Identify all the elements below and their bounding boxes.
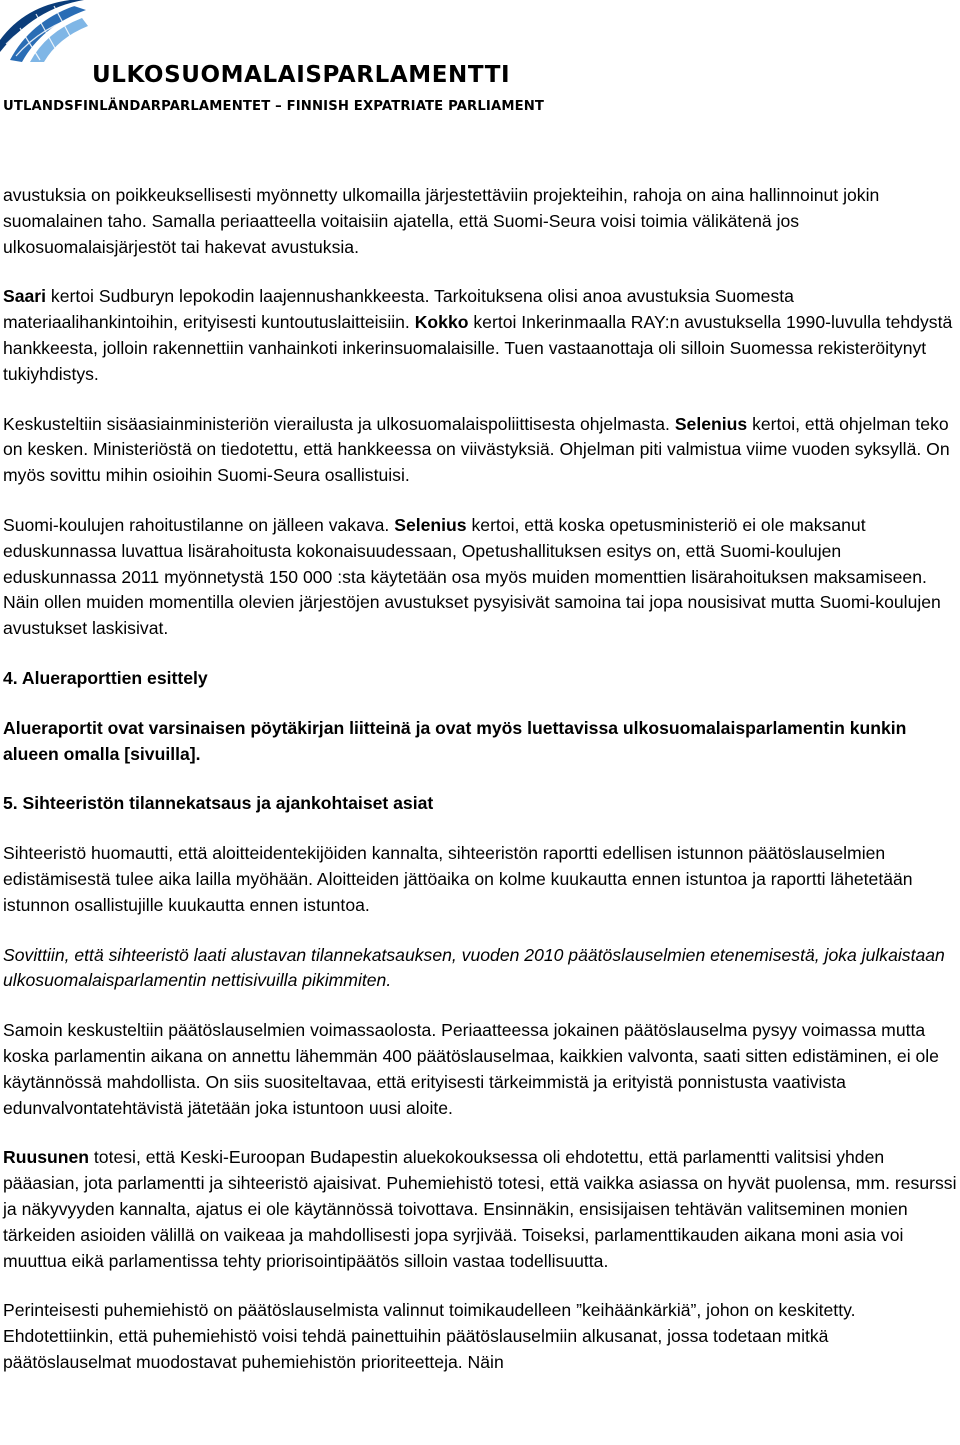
paragraph [3, 412, 958, 489]
paragraph [3, 284, 958, 387]
speaker-name: Selenius [394, 514, 467, 535]
parliament-logo [0, 0, 90, 62]
document-body [3, 183, 958, 1400]
text-run: Sovittiin, että sihteeristö laati alustavan tilannekatsauksen, vuoden 2010 päätöslauselmien etenemisestä, joka julkaistaan ulkosuomalaisparlamentin nettisivuilla pikimmiten. [3, 944, 945, 991]
text-run: Samoin keskusteltiin päätöslauselmien voimassaolosta. Periaatteessa jokainen päätöslauselma pysyy voimassa mutta koska parlamentin aikana on annettu lähemmän 400 päätöslauselmaa, kaikkien valvonta, saati sitten edistäminen, ei ole käytännössä mahdollista. On siis suositeltavaa, että erityisesti tärkeimmistä ja erityistä ponnistusta vaativista edunvalvontatehtävistä jätetään joka istuntoon uusi aloite. [3, 1020, 939, 1118]
text-run: Perinteisesti puhemiehistö on päätöslauselmista valinnut toimikaudelleen ”keihäänkärkiä”, johon on keskitetty. Ehdotettiinkin, että puhemiehistö voisi tehdä painettuihin päätöslauselmiin alkusanat, jossa todetaan mitkä päätöslauselmat muodostavat puhemiehistön prioriteetteja. Näin [3, 1300, 856, 1372]
paragraph [3, 183, 958, 260]
paragraph [3, 943, 958, 995]
speaker-name: Ruusunen [3, 1147, 90, 1168]
text-run: Sihteeristö huomautti, että aloitteidentekijöiden kannalta, sihteeristön raportti edellisen istunnon päätöslauselmien edistämisestä tulee aika lailla myöhään. Aloitteiden jättöaika on kolme kuukautta ennen istuntoa ja raportti lähetetään istunnon osallistujille kuukautta ennen istuntoa. [3, 843, 913, 915]
section-heading: 4. Alueraporttien esittely [3, 667, 208, 688]
logo-arc-light [30, 18, 88, 62]
text-run: totesi, että Keski-Euroopan Budapestin aluekokouksessa oli ehdotettu, että parlamentti valitsisi yhden pääasian, jota parlamentti ja sihteeristö ajaisivat. Puhemiehistö totesi, että vaikka asiassa on hyvät puolensa, mm. resurssi ja näkyvyyden kannalta, ajatus ei ole käytännössä toivottava. Ensinnäkin, ensisijaisen tehtävän valitseminen monien tärkeiden asioiden välillä on vaikeaa ja mahdollisesti jopa syrjivää. Toiseksi, parlamenttikauden aikana moni asia voi muuttua eikä parlamentissa tehty priorisointipäätös silloin vastaa todellisuutta. [3, 1147, 957, 1271]
speaker-name: Saari [3, 286, 47, 307]
text-run: Suomi-koulujen rahoitustilanne on jälleen vakava. [3, 514, 395, 535]
section-heading: 5. Sihteeristön tilannekatsaus ja ajankohtaiset asiat [3, 793, 434, 814]
organization-title: ULKOSUOMALAISPARLAMENTTI [92, 62, 511, 88]
text-run: avustuksia on poikkeuksellisesti myönnetty ulkomailla järjestettäviin projekteihin, rahoja on aina hallinnoinut jokin suomalainen taho. Samalla periaatteella voitaisiin ajatella, että Suomi-Seura voisi toimia välikätenä jos ulkosuomalaisjärjestöt tai hakevat avustuksia. [3, 185, 880, 257]
text-run: kertoi Sudburyn lepokodin laajennushankkeesta. Tarkoituksena olisi anoa avustuksia Suomesta materiaalihankintoihin, erityisesti kuntoutuslaitteisiin. [3, 286, 794, 333]
text-run: Keskusteltiin sisäasiainministeriön vierailusta ja ulkosuomalaispoliittisesta ohjelmasta. [3, 413, 675, 434]
text-run: kertoi, että koska opetusministeriö ei ole maksanut eduskunnassa luvattua lisärahoitusta kokonaisuudessaan, Opetushallituksen esitys on, että Suomi-koulujen eduskunnassa 2011 myönnetystä 150 000 :sta käytetään osa myös muiden momenttien lisärahoituksen maksamiseen. Näin ollen muiden momentilla olevien järjestöjen avustukset pysyisivät samoina tai jopa nousisivat mutta Suomi-koulujen avustukset laskisivat. [3, 514, 941, 639]
organization-subtitle: UTLANDSFINLÄNDARPARLAMENTET – FINNISH EXPATRIATE PARLIAMENT [3, 99, 545, 114]
paragraph [3, 1298, 958, 1375]
text-run: kertoi Inkerinmaalla RAY:n avustuksella 1990-luvulla tehdystä hankkeesta, jolloin rakennettiin vanhainkoti inkerinsuomalaisille. Tuen vastaanottaja oli silloin Suomessa rekisteröitynyt tukiyhdistys. [3, 312, 953, 384]
paragraph [3, 1145, 958, 1274]
speaker-name: Kokko [414, 312, 469, 333]
paragraph [3, 513, 958, 642]
bold-paragraph: Alueraportit ovat varsinaisen pöytäkirjan liitteinä ja ovat myös luettavissa ulkosuomalaisparlamentin kunkin alueen omalla [sivuilla]. [3, 717, 907, 764]
speaker-name: Selenius [674, 413, 748, 434]
paragraph [3, 1018, 958, 1121]
paragraph [3, 841, 958, 918]
text-run: kertoi, että ohjelman teko on kesken. Ministeriöstä on tiedotettu, että hankkeessa on viivästyksiä. Ohjelman piti valmistua viime vuoden syksyllä. On myös sovittu mihin osioihin Suomi-Seura osallistuisi. [3, 413, 950, 486]
